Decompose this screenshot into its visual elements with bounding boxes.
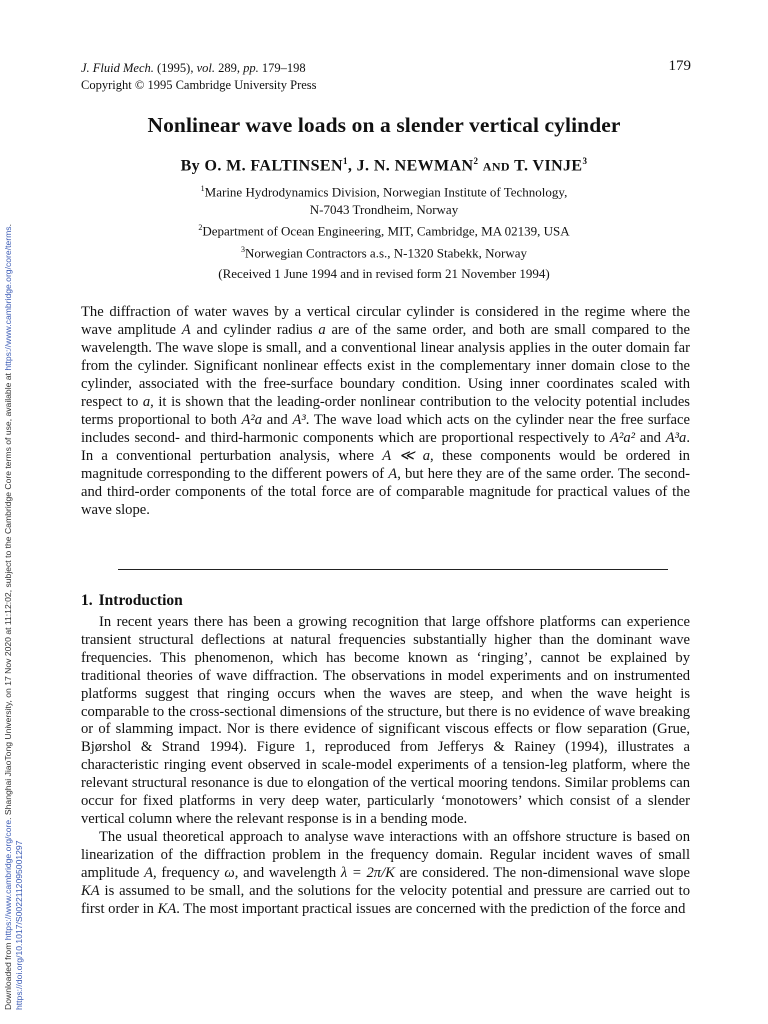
paper-title: Nonlinear wave loads on a slender vertical cylinder [147, 113, 621, 137]
journal-header [81, 60, 691, 94]
intro-paragraph-2: The usual theoretical approach to analyse wave interactions with an offshore structure is based on linearization of the diffraction problem in the frequency domain. Regular incident waves of small amplitude A, frequency ω, and wavelength λ = 2π/K are considered. The non-dimensional wave slope KA is assumed to be small, and the solutions for the velocity potential and pressure are carried out to first order in KA. The most important practical issues are concerned with the prediction of the force and [81, 828, 690, 917]
author-newman: J. N. NEWMAN [356, 157, 474, 175]
author-line: By O. M. FALTINSEN$^1$, J. N. NEWMAN$^2$ AND T. VINJE$^3$ [180, 156, 588, 175]
doi-link[interactable]: https://doi.org/10.1017/S0022112095001297 [14, 840, 24, 1010]
affiliation-2: $^2$Department of Ocean Engineering, MIT, Cambridge, MA 02139, USA [198, 223, 570, 239]
copyright-line: Copyright © 1995 Cambridge University Press [81, 78, 317, 92]
abstract-divider [118, 569, 668, 570]
intro-paragraph-1: In recent years there has been a growing recognition that large offshore platforms can experience transient structural deflections at natural frequencies substantially higher than the dominant wave frequencies. This phenomenon, which has become known as ‘ringing’, cannot be explained by traditional theories of wave diffraction. The observations in model experiments and on instrumented platforms suggest that ringing occurs when the waves are steep, and when the wave height is comparable to the cross-sectional dimensions of the structure, but there is no evidence of wave breaking or of slamming impact. Nor is there evidence of significant viscous effects or flow separation (Grue, Bjørshol & Strand 1994). Figure 1, reproduced from Jefferys & Rainey (1994), illustrates a characteristic ringing event observed in scale-model experiments of a tension-leg platform, where the relevant structural resonance is due to elongation of the vertical mooring tendons. Similar problems can occur for fixed platforms in very deep water, particularly ‘monotowers’ which consist of a slender vertical column where the relevant response is in a bending mode. [81, 614, 690, 827]
terms-link[interactable]: https://www.cambridge.org/core/terms [3, 226, 13, 371]
download-notice [2, 140, 26, 1010]
introduction-body [81, 614, 690, 918]
author-vinje: T. VINJE [514, 157, 583, 175]
page-number: 179 [668, 58, 691, 74]
affiliation-3: $^3$Norwegian Contractors a.s., N-1320 Stabekk, Norway [241, 244, 527, 260]
affiliation-1: $^1$Marine Hydrodynamics Division, Norwegian Institute of Technology, [200, 184, 568, 200]
affiliation-1-city: N-7043 Trondheim, Norway [309, 202, 459, 218]
received-date: (Received 1 June 1994 and in revised form 21 November 1994) [218, 266, 550, 281]
download-notice-line-1: Downloaded from https://www.cambridge.org/core. Shanghai JiaoTong University, on 17 Nov 2020 at 11:12:02, subject to the Cambridge Core terms of use, available at https://www.cambridge.org/core/terms. [3, 224, 13, 1010]
abstract [81, 303, 690, 519]
affiliations [60, 180, 708, 262]
citation-line: J. Fluid Mech. (1995), vol. 289, pp. 179–198 [81, 61, 306, 75]
cambridge-core-link[interactable]: https://www.cambridge.org/core [3, 819, 13, 941]
download-notice-line-2 [14, 140, 25, 1010]
abstract-paragraph: The diffraction of water waves by a vertical circular cylinder is considered in the regime where the wave amplitude A and cylinder radius a are of the same order, and both are small compared to the wavelength. The wave slope is small, and a conventional linear analysis applies in the outer domain far from the cylinder. Significant nonlinear effects exist in the complementary inner domain close to the cylinder, associated with the free-surface boundary condition. Using inner coordinates scaled with respect to a, it is shown that the leading-order nonlinear contribution to the velocity potential includes terms proportional to both A²a and A³. The wave load which acts on the cylinder near the free surface includes second- and third-harmonic components which are proportional respectively to A²a² and A³a. In a conventional perturbation analysis, where A ≪ a, these components would be ordered in magnitude corresponding to the different powers of A, but here they are of the same order. The second- and third-order components of the total force are of comparable magnitude for practical values of the wave slope. [81, 304, 691, 518]
author-faltinsen: O. M. FALTINSEN [204, 157, 343, 175]
section-heading: 1. Introduction [81, 592, 183, 609]
